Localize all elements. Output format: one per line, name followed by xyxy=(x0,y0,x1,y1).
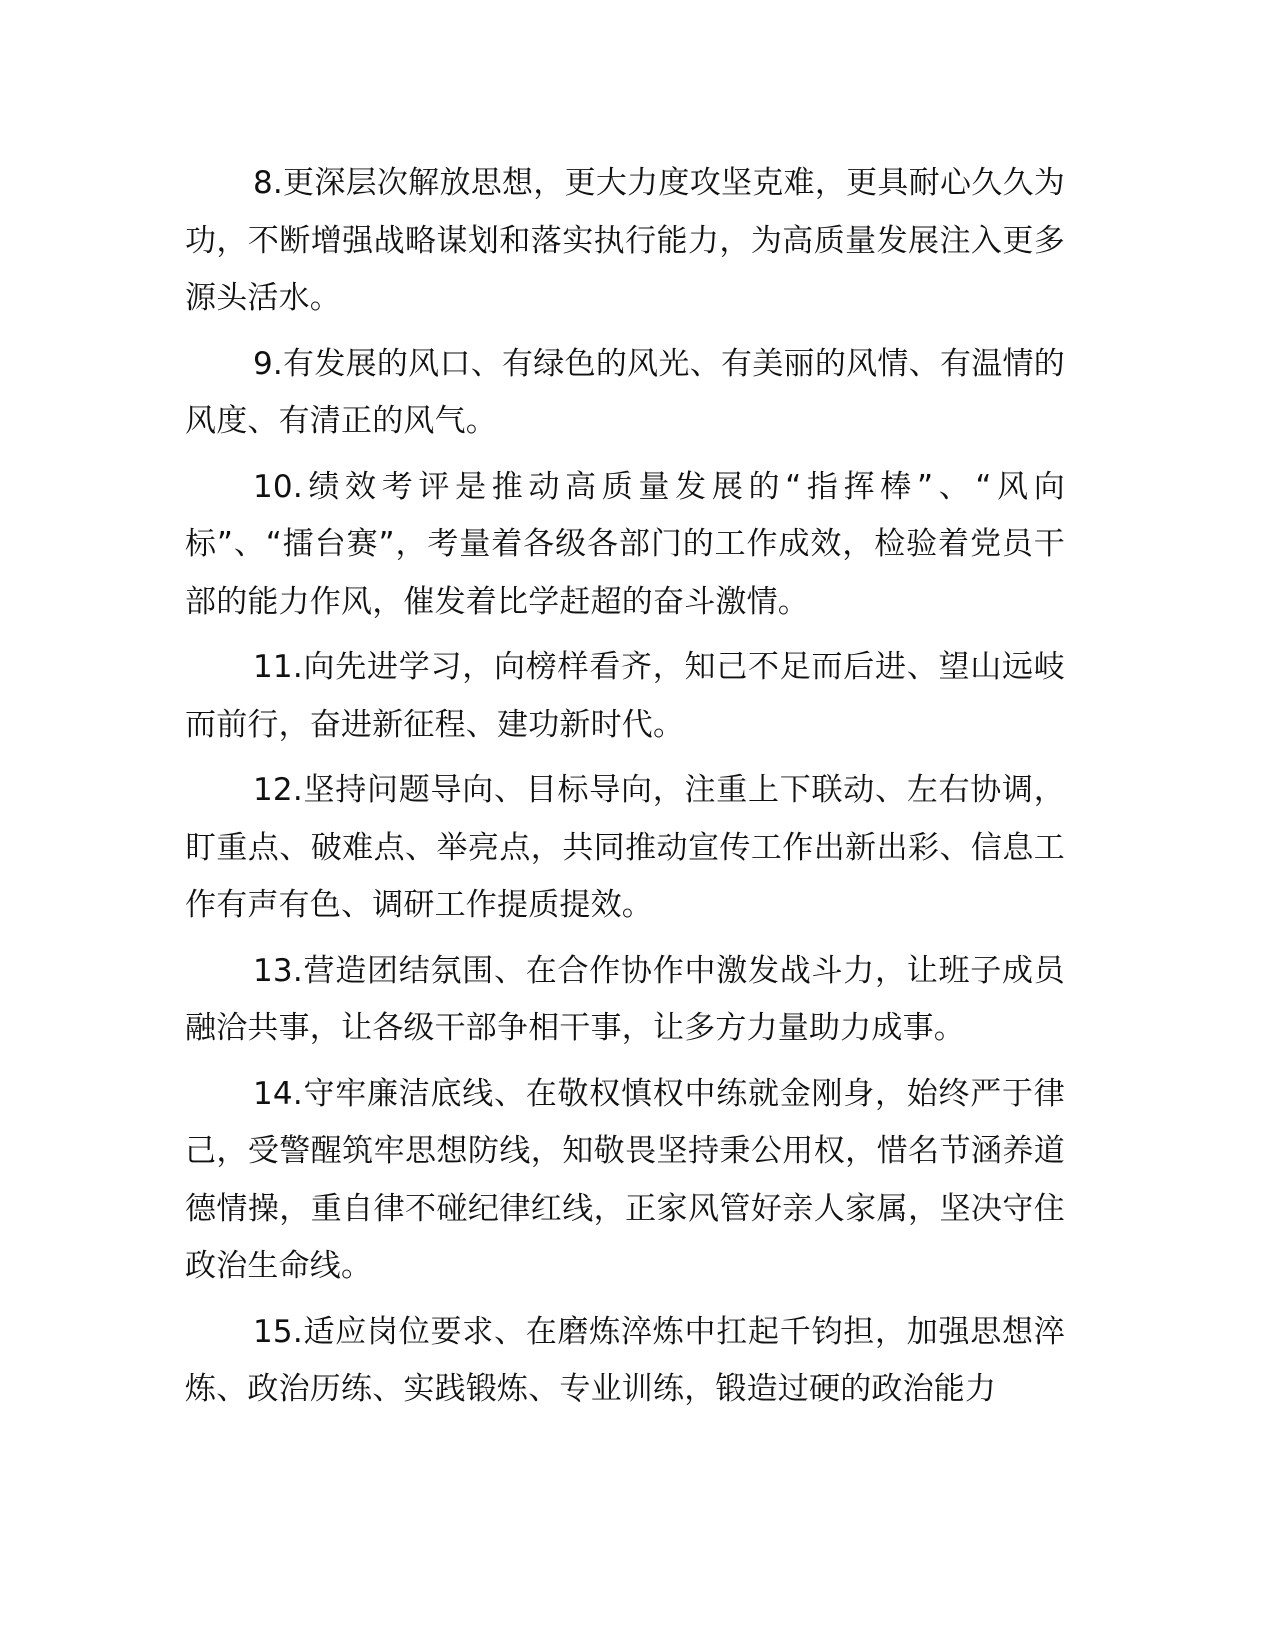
paragraph-11: 11.向先进学习，向榜样看齐，知己不足而后进、望山远岐而前行，奋进新征程、建功新时代。 xyxy=(185,649,1065,743)
paragraph-10: 10.绩效考评是推动高质量发展的“指挥棒”、“风向标”、“擂台赛”，考量着各级各部门的工作成效，检验着党员干部的能力作风，催发着比学赶超的奋斗激情。 xyxy=(185,468,1065,620)
paragraph-9: 9.有发展的风口、有绿色的风光、有美丽的风情、有温情的风度、有清正的风气。 xyxy=(185,345,1065,439)
paragraph-14: 14.守牢廉洁底线、在敬权慎权中练就金刚身，始终严于律己，受警醒筑牢思想防线，知敬畏坚持秉公用权，惜名节涵养道德情操，重自律不碰纪律红线，正家风管好亲人家属，坚决守住政治生命线。 xyxy=(185,1075,1065,1284)
paragraph-13: 13.营造团结氛围、在合作协作中激发战斗力，让班子成员融洽共事，让各级干部争相干事，让多方力量助力成事。 xyxy=(185,952,1065,1046)
paragraph-12: 12.坚持问题导向、目标导向，注重上下联动、左右协调，盯重点、破难点、举亮点，共同推动宣传工作出新出彩、信息工作有声有色、调研工作提质提效。 xyxy=(185,772,1065,923)
paragraph-15: 15.适应岗位要求、在磨炼淬炼中扛起千钧担，加强思想淬炼、政治历练、实践锻炼、专业训练，锻造过硬的政治能力 xyxy=(185,1313,1065,1407)
paragraph-8: 8.更深层次解放思想，更大力度攻坚克难，更具耐心久久为功，不断增强战略谋划和落实执行能力，为高质量发展注入更多源头活水。 xyxy=(185,165,1065,316)
document-body xyxy=(185,155,1065,1427)
